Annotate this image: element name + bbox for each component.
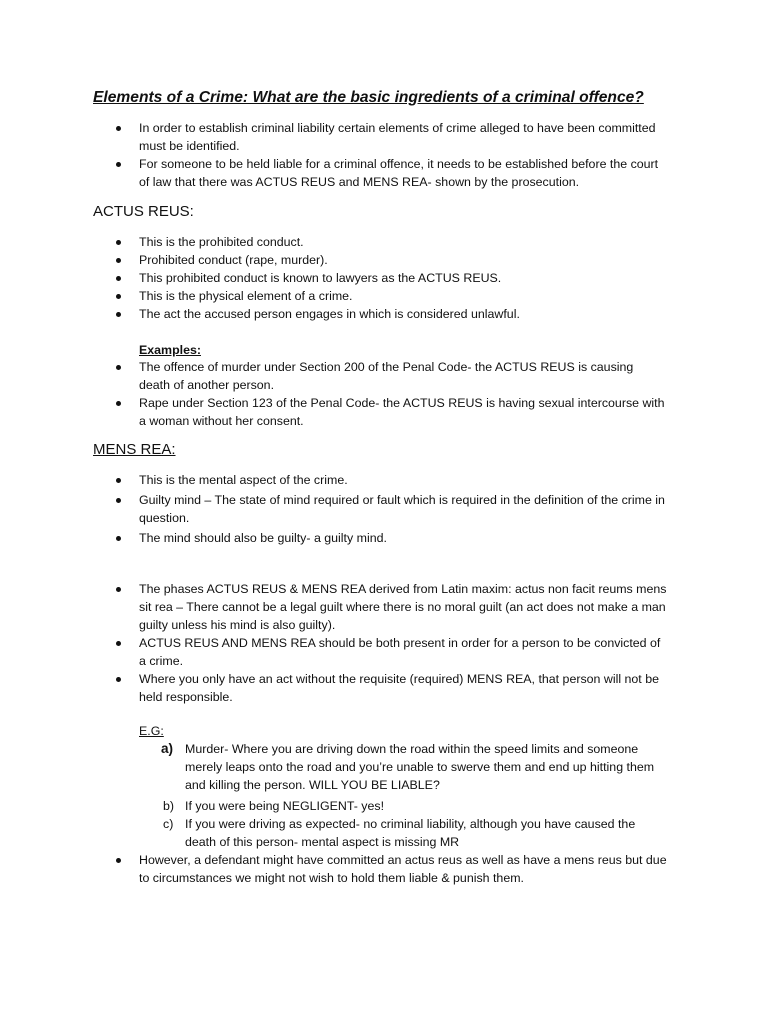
list-item: ACTUS REUS AND MENS REA should be both present in order for a person to be convicted of a crime. xyxy=(0,634,667,670)
list-item: The phases ACTUS REUS & MENS REA derived from Latin maxim: actus non facit reums mens sit rea – There cannot be a legal guilt where there is no moral guilt (an act does not make a man guilty unless his mind is also guilty). xyxy=(0,580,667,634)
list-item: b) If you were being NEGLIGENT- yes! xyxy=(163,799,385,813)
bullet-icon xyxy=(116,365,121,370)
list-marker: c) xyxy=(163,817,174,831)
list-marker: a) xyxy=(161,741,174,756)
list-item: The act the accused person engages in which is considered unlawful. xyxy=(0,305,667,323)
actus-reus-heading: ACTUS REUS: xyxy=(93,203,194,220)
examples-list xyxy=(0,358,768,430)
list-item: c) If you were driving as expected- no criminal liability, although you have caused the death of this person- mental aspect is missing MR xyxy=(163,817,636,849)
bullet-icon xyxy=(116,536,121,541)
document-title: Elements of a Crime: What are the basic ingredients of a criminal offence? xyxy=(93,89,644,106)
bullet-icon xyxy=(116,401,121,406)
list-item: Rape under Section 123 of the Penal Code- the ACTUS REUS is having sexual intercourse with a woman without her consent. xyxy=(0,394,667,430)
bullet-icon xyxy=(116,312,121,317)
list-item: This is the physical element of a crime. xyxy=(0,287,667,305)
bullet-icon xyxy=(116,126,121,131)
bullet-icon xyxy=(116,276,121,281)
eg-list xyxy=(0,740,768,887)
phases-list xyxy=(0,580,768,706)
bullet-icon xyxy=(116,641,121,646)
list-item: This is the mental aspect of the crime. xyxy=(0,471,667,489)
examples-label: Examples: xyxy=(139,343,201,357)
bullet-icon xyxy=(116,478,121,483)
list-item: This prohibited conduct is known to lawyers as the ACTUS REUS. xyxy=(0,269,667,287)
list-marker: b) xyxy=(163,799,175,813)
list-item: a) Murder- Where you are driving down the road within the speed limits and someone merely leaps onto the road and you’re unable to swerve them and end up hitting them and killing the person. WILL YOU BE LIABLE? xyxy=(161,741,655,792)
list-item: The mind should also be guilty- a guilty mind. xyxy=(0,529,667,547)
mens-rea-heading: MENS REA: xyxy=(93,441,176,458)
bullet-icon xyxy=(116,240,121,245)
list-item: Where you only have an act without the requisite (required) MENS REA, that person will not be held responsible. xyxy=(0,670,667,706)
bullet-icon xyxy=(116,258,121,263)
bullet-icon xyxy=(116,294,121,299)
intro-list xyxy=(0,119,768,191)
list-item: Guilty mind – The state of mind required or fault which is required in the definition of the crime in question. xyxy=(0,491,667,527)
list-item: This is the prohibited conduct. xyxy=(0,233,667,251)
bullet-icon xyxy=(116,677,121,682)
list-item: Prohibited conduct (rape, murder). xyxy=(0,251,667,269)
actus-reus-list xyxy=(0,233,768,323)
list-item: The offence of murder under Section 200 of the Penal Code- the ACTUS REUS is causing death of another person. xyxy=(0,358,667,394)
mens-rea-list xyxy=(0,471,768,547)
bullet-icon xyxy=(116,587,121,592)
list-item: However, a defendant might have committed an actus reus as well as have a mens reus but due to circumstances we might not wish to hold them liable & punish them. xyxy=(0,851,667,887)
list-item: In order to establish criminal liability certain elements of crime alleged to have been committed must be identified. xyxy=(0,119,667,155)
list-item: For someone to be held liable for a criminal offence, it needs to be established before the court of law that there was ACTUS REUS and MENS REA- shown by the prosecution. xyxy=(0,155,667,191)
bullet-icon xyxy=(116,162,121,167)
bullet-icon xyxy=(116,498,121,503)
eg-label: E.G: xyxy=(139,724,164,738)
bullet-icon xyxy=(116,858,121,863)
